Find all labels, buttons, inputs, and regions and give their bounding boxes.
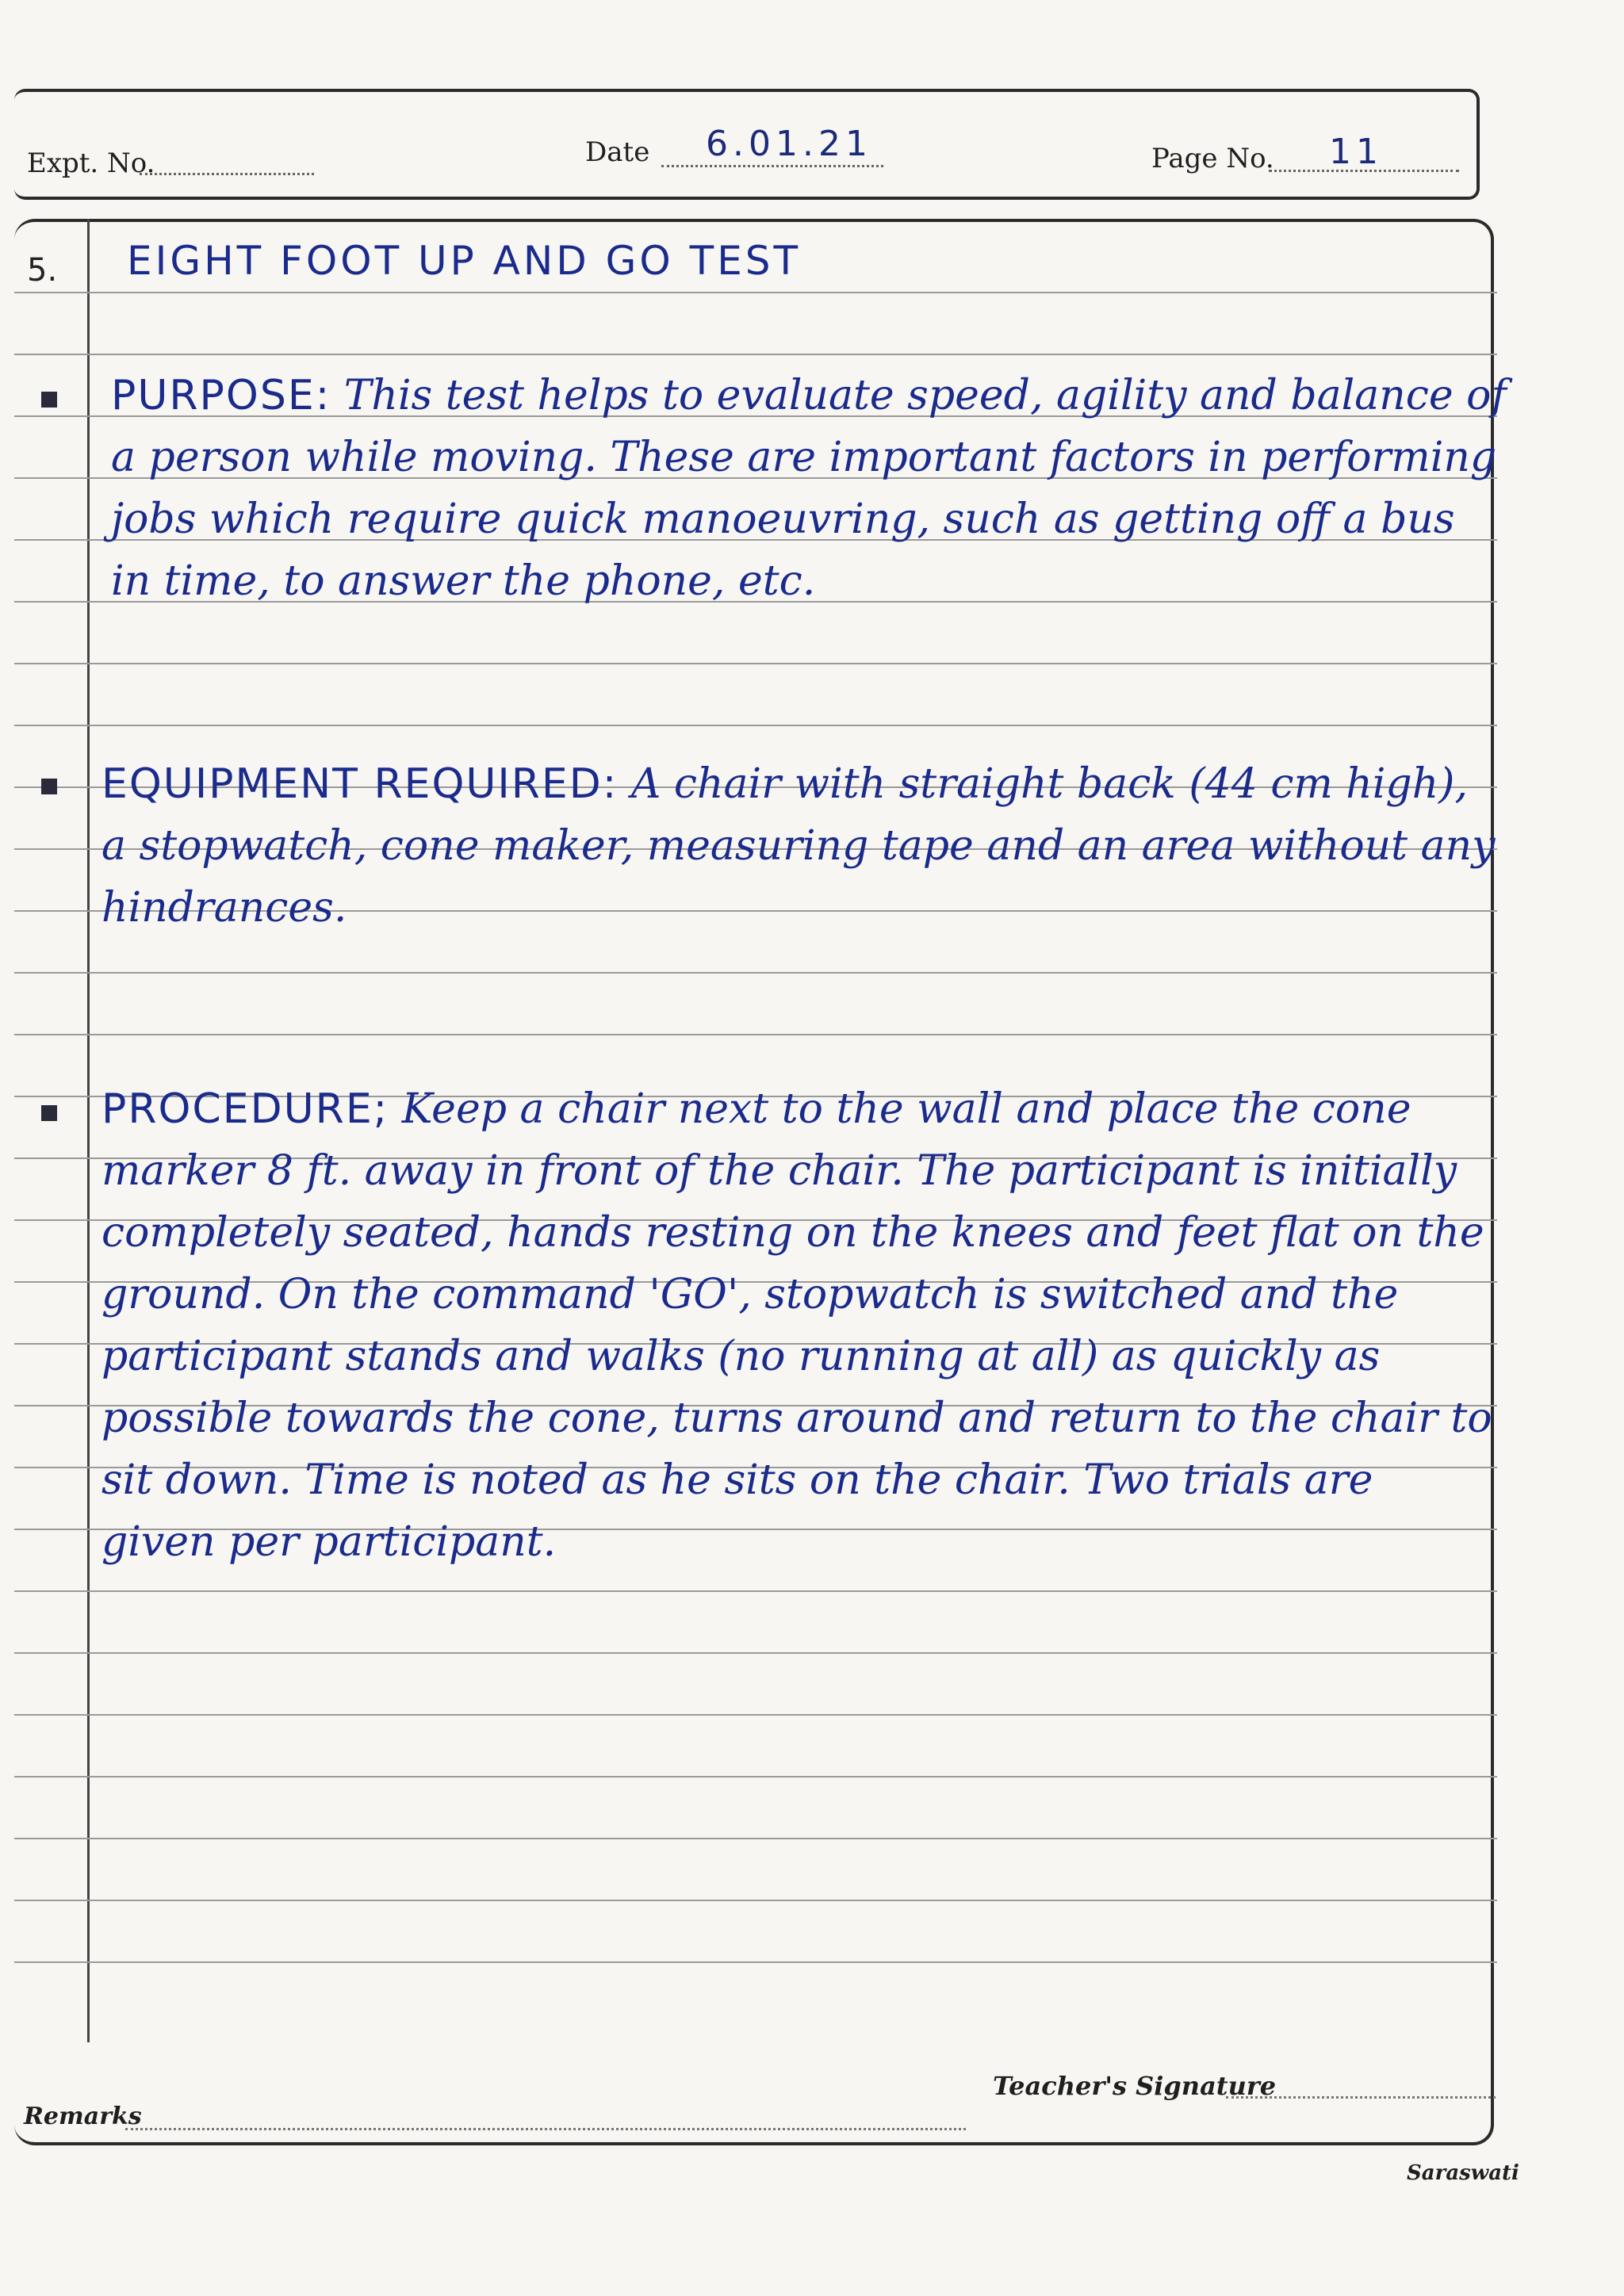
margin-line [87,219,90,2042]
ruled-line [14,1652,1497,1654]
ruled-line [14,663,1497,664]
ruled-line [14,725,1497,726]
purpose-block [111,365,1520,612]
purpose-text: This test helps to evaluate speed, agility and balance of a person while moving. These are important factors in performing jobs which require quick manoeuvring, such as getting off a bus in time, to answer the phone, etc. [111,372,1520,605]
bullet-equipment [41,779,57,794]
ruled-line [14,1961,1497,1963]
ruled-line [14,354,1497,355]
ruled-line [14,1714,1497,1716]
procedure-block [102,1078,1506,1573]
ruled-line [14,1034,1497,1035]
page-no-value: 11 [1329,132,1383,172]
signature-line [1226,2096,1496,2099]
equipment-text: A chair with straight back (44 cm high), a stopwatch, cone maker, measuring tape and an area without any hindrances. [102,760,1508,932]
teacher-signature-label: Teacher's Signature [993,2071,1277,2101]
expt-no-line [140,173,314,175]
bullet-purpose [41,392,57,408]
equipment-block [102,753,1508,939]
date-value: 6.01.21 [706,124,872,164]
procedure-text: Keep a chair next to the wall and place the cone marker 8 ft. away in front of the chair. The participant is initially completely seated, hands resting on the knees and feet flat on the ground. On the command 'GO', stopwatch is switched and the participant stands and walks (no running at all) as quickly as possible towards the cone, turns around and return to the chair to sit down. Time is noted as he sits on the chair. Two trials are given per participant. [102,1085,1506,1566]
expt-no-label: Expt. No. [27,147,155,179]
remarks-label: Remarks [24,2103,142,2130]
entry-title: EIGHT FOOT UP AND GO TEST [127,238,802,284]
entry-number: 5. [27,252,58,289]
ruled-line [14,1838,1497,1839]
remarks-line [125,2128,966,2130]
date-line [661,165,883,167]
ruled-line [14,1776,1497,1777]
ruled-line [14,292,1497,293]
brand-logo: Saraswati [1407,2161,1519,2185]
ruled-line [14,972,1497,974]
date-label: Date [585,136,650,168]
ruled-line [14,1900,1497,1901]
bullet-procedure [41,1105,57,1121]
ruled-line [14,1590,1497,1592]
purpose-heading: PURPOSE: [111,372,331,419]
procedure-heading: PROCEDURE; [102,1085,389,1133]
equipment-heading: EQUIPMENT REQUIRED: [102,760,619,808]
page-no-label: Page No. [1151,143,1274,174]
